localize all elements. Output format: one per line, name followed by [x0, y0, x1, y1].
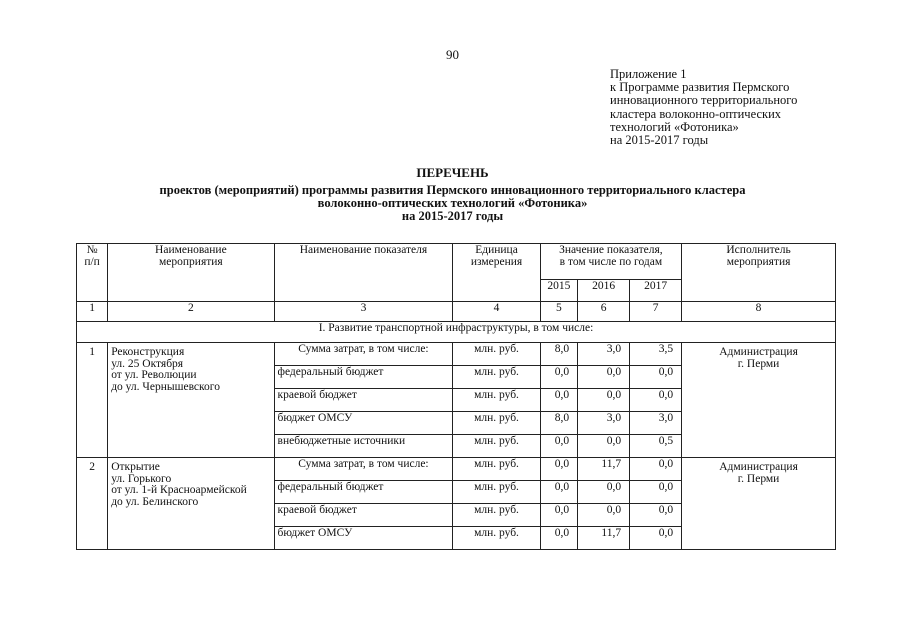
document-title: ПЕРЕЧЕНЬ	[416, 165, 489, 180]
unit-cell: млн. руб.	[453, 435, 540, 458]
value-2017-cell: 0,0	[630, 481, 682, 504]
header-unit: Единица измерения	[453, 244, 540, 302]
header-year-2015: 2015	[540, 280, 577, 302]
appendix-line: кластера волоконно-оптических	[610, 106, 782, 121]
value-2017-cell: 3,5	[630, 343, 682, 366]
column-number: 1	[77, 302, 108, 322]
section-title: I. Развитие транспортной инфраструктуры, в том числе:	[77, 322, 836, 343]
table-row	[77, 458, 836, 481]
value-2017-cell: 0,5	[630, 435, 682, 458]
column-numbers-row	[77, 302, 836, 322]
project-number: 2	[77, 458, 108, 550]
project-executor: Администрация г. Перми	[682, 343, 836, 458]
unit-cell: млн. руб.	[453, 481, 540, 504]
appendix-line: на 2015-2017 годы	[610, 133, 709, 148]
indicator-cell: федеральный бюджет	[274, 366, 453, 389]
indicator-cell: краевой бюджет	[274, 504, 453, 527]
header-year-2017: 2017	[630, 280, 682, 302]
indicator-cell: Сумма затрат, в том числе:	[274, 458, 453, 481]
column-number: 7	[630, 302, 682, 322]
column-number: 4	[453, 302, 540, 322]
header-executor: Исполнитель мероприятия	[682, 244, 836, 302]
subtitle-line: проектов (мероприятий) программы развития Пермского инновационного территориального кластера	[159, 183, 746, 197]
indicator-cell: внебюджетные источники	[274, 435, 453, 458]
value-2016-cell: 0,0	[578, 435, 630, 458]
table-row	[77, 343, 836, 366]
header-values: Значение показателя, в том числе по годам	[540, 244, 681, 280]
document-subtitle	[0, 184, 905, 223]
value-2017-cell: 0,0	[630, 458, 682, 481]
unit-cell: млн. руб.	[453, 504, 540, 527]
column-number: 5	[540, 302, 577, 322]
unit-cell: млн. руб.	[453, 389, 540, 412]
project-event: Открытие ул. Горького от ул. 1-й Красноармейской до ул. Белинского	[108, 458, 274, 550]
value-2015-cell: 0,0	[540, 458, 577, 481]
value-2015-cell: 0,0	[540, 435, 577, 458]
column-number: 2	[108, 302, 274, 322]
indicator-cell: краевой бюджет	[274, 389, 453, 412]
value-2015-cell: 0,0	[540, 389, 577, 412]
column-number: 3	[274, 302, 453, 322]
value-2017-cell: 0,0	[630, 366, 682, 389]
indicator-cell: бюджет ОМСУ	[274, 412, 453, 435]
value-2016-cell: 3,0	[578, 412, 630, 435]
appendix-line: Приложение 1	[610, 67, 687, 81]
header-event: Наименование мероприятия	[108, 244, 274, 302]
value-2016-cell: 11,7	[578, 458, 630, 481]
value-2015-cell: 0,0	[540, 481, 577, 504]
project-executor: Администрация г. Перми	[682, 458, 836, 550]
value-2016-cell: 0,0	[578, 504, 630, 527]
appendix-line: инновационного территориального	[610, 93, 798, 108]
indicator-cell: бюджет ОМСУ	[274, 527, 453, 550]
value-2017-cell: 0,0	[630, 389, 682, 412]
value-2016-cell: 3,0	[578, 343, 630, 366]
page-number: 90	[446, 47, 459, 62]
unit-cell: млн. руб.	[453, 343, 540, 366]
appendix-line: технологий «Фотоника»	[610, 119, 739, 134]
value-2016-cell: 0,0	[578, 366, 630, 389]
unit-cell: млн. руб.	[453, 458, 540, 481]
column-number: 6	[578, 302, 630, 322]
project-event: Реконструкция ул. 25 Октября от ул. Революции до ул. Чернышевского	[108, 343, 274, 458]
value-2017-cell: 0,0	[630, 504, 682, 527]
subtitle-line: на 2015-2017 годы	[401, 209, 504, 223]
value-2016-cell: 11,7	[578, 527, 630, 550]
appendix-line: к Программе развития Пермского	[610, 80, 790, 95]
project-number: 1	[77, 343, 108, 458]
value-2015-cell: 0,0	[540, 504, 577, 527]
header-num: № п/п	[77, 244, 108, 302]
value-2016-cell: 0,0	[578, 481, 630, 504]
header-indicator: Наименование показателя	[274, 244, 453, 302]
value-2017-cell: 0,0	[630, 527, 682, 550]
unit-cell: млн. руб.	[453, 527, 540, 550]
unit-cell: млн. руб.	[453, 412, 540, 435]
indicator-cell: федеральный бюджет	[274, 481, 453, 504]
value-2016-cell: 0,0	[578, 389, 630, 412]
section-row	[77, 322, 836, 343]
value-2017-cell: 3,0	[630, 412, 682, 435]
value-2015-cell: 8,0	[540, 412, 577, 435]
indicator-cell: Сумма затрат, в том числе:	[274, 343, 453, 366]
value-2015-cell: 0,0	[540, 527, 577, 550]
events-table	[76, 243, 836, 550]
appendix-note	[610, 68, 797, 147]
subtitle-line: волоконно-оптических технологий «Фотоника»	[317, 196, 588, 210]
value-2015-cell: 0,0	[540, 366, 577, 389]
header-year-2016: 2016	[578, 280, 630, 302]
value-2015-cell: 8,0	[540, 343, 577, 366]
column-number: 8	[682, 302, 836, 322]
unit-cell: млн. руб.	[453, 366, 540, 389]
